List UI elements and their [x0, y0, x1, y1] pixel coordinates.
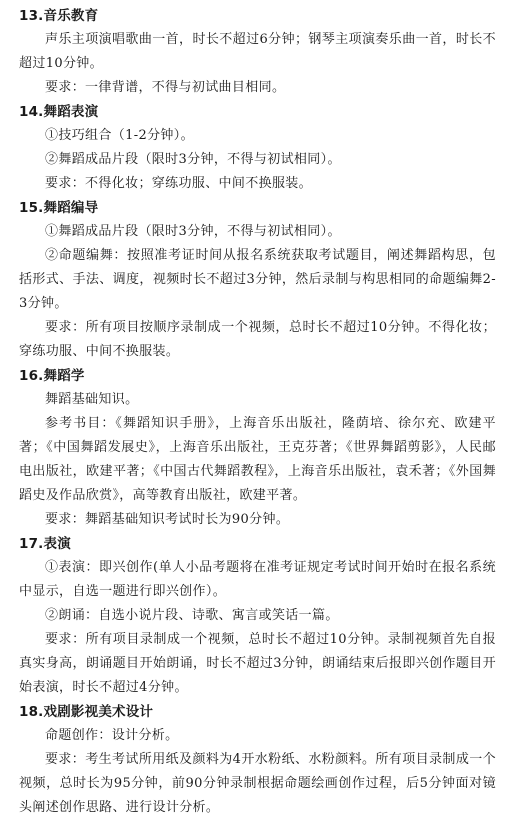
paragraph: 声乐主项演唱歌曲一首，时长不超过6分钟；钢琴主项演奏乐曲一首，时长不超过10分钟。: [19, 32, 496, 71]
document-page: [19, 4, 496, 820]
paragraph: 要求：所有项目录制成一个视频，总时长不超过10分钟。录制视频首先自报真实身高，朗诵题目开始朗诵，时长不超过3分钟，朗诵结束后报即兴创作题目开始表演，时长不超过4分钟。: [19, 632, 496, 695]
section-heading: 14.舞蹈表演: [19, 104, 99, 120]
paragraph: ①表演：即兴创作(单人小品考题将在准考证规定考试时间开始时在报名系统中显示，自选一题进行即兴创作）。: [19, 560, 496, 599]
section-heading: 13.音乐教育: [19, 8, 99, 24]
paragraph: 要求：所有项目按顺序录制成一个视频，总时长不超过10分钟。不得化妆；穿练功服、中间不换服装。: [19, 320, 496, 359]
paragraph: ②朗诵：自选小说片段、诗歌、寓言或笑话一篇。: [45, 608, 339, 623]
section-choreography: [19, 196, 496, 364]
section-heading: 17.表演: [19, 536, 71, 552]
section-music-education: [19, 4, 496, 100]
paragraph: 要求：不得化妆；穿练功服、中间不换服装。: [45, 176, 313, 191]
section-acting: [19, 532, 496, 700]
section-heading: 18.戏剧影视美术设计: [19, 704, 154, 720]
paragraph: 舞蹈基础知识。: [45, 392, 139, 407]
paragraph: 要求：舞蹈基础知识考试时长为90分钟。: [45, 512, 290, 527]
paragraph: ①技巧组合（1-2分钟）。: [45, 128, 194, 143]
section-dance-studies: [19, 364, 496, 532]
paragraph: 要求：一律背谱，不得与初试曲目相同。: [45, 80, 286, 95]
section-heading: 15.舞蹈编导: [19, 200, 99, 216]
section-heading: 16.舞蹈学: [19, 368, 85, 384]
paragraph: ①舞蹈成品片段（限时3分钟，不得与初试相同）。: [45, 224, 341, 239]
section-dance-performance: [19, 100, 496, 196]
paragraph: 要求：考生考试所用纸及颜料为4开水粉纸、水粉颜料。所有项目录制成一个视频，总时长为95分钟，前90分钟录制根据命题绘画创作过程，后5分钟面对镜头阐述创作思路、进行设计分析。: [19, 752, 496, 815]
paragraph: 参考书目：《舞蹈知识手册》，上海音乐出版社，隆荫培、徐尔充、欧建平著；《中国舞蹈发展史》，上海音乐出版社，王克芬著；《世界舞蹈剪影》，人民邮电出版社，欧建平著；《中国古代舞蹈教程》，上海音乐出版社，袁禾著；《外国舞蹈史及作品欣赏》，高等教育出版社，欧建平著。: [19, 416, 496, 503]
paragraph: ②命题编舞：按照准考证时间从报名系统获取考试题目，阐述舞蹈构思，包括形式、手法、调度，视频时长不超过3分钟，然后录制与构思相同的命题编舞2-3分钟。: [19, 248, 496, 311]
paragraph: ②舞蹈成品片段（限时3分钟，不得与初试相同）。: [45, 152, 341, 167]
section-stage-film-art-design: [19, 700, 496, 820]
paragraph: 命题创作：设计分析。: [45, 728, 179, 743]
